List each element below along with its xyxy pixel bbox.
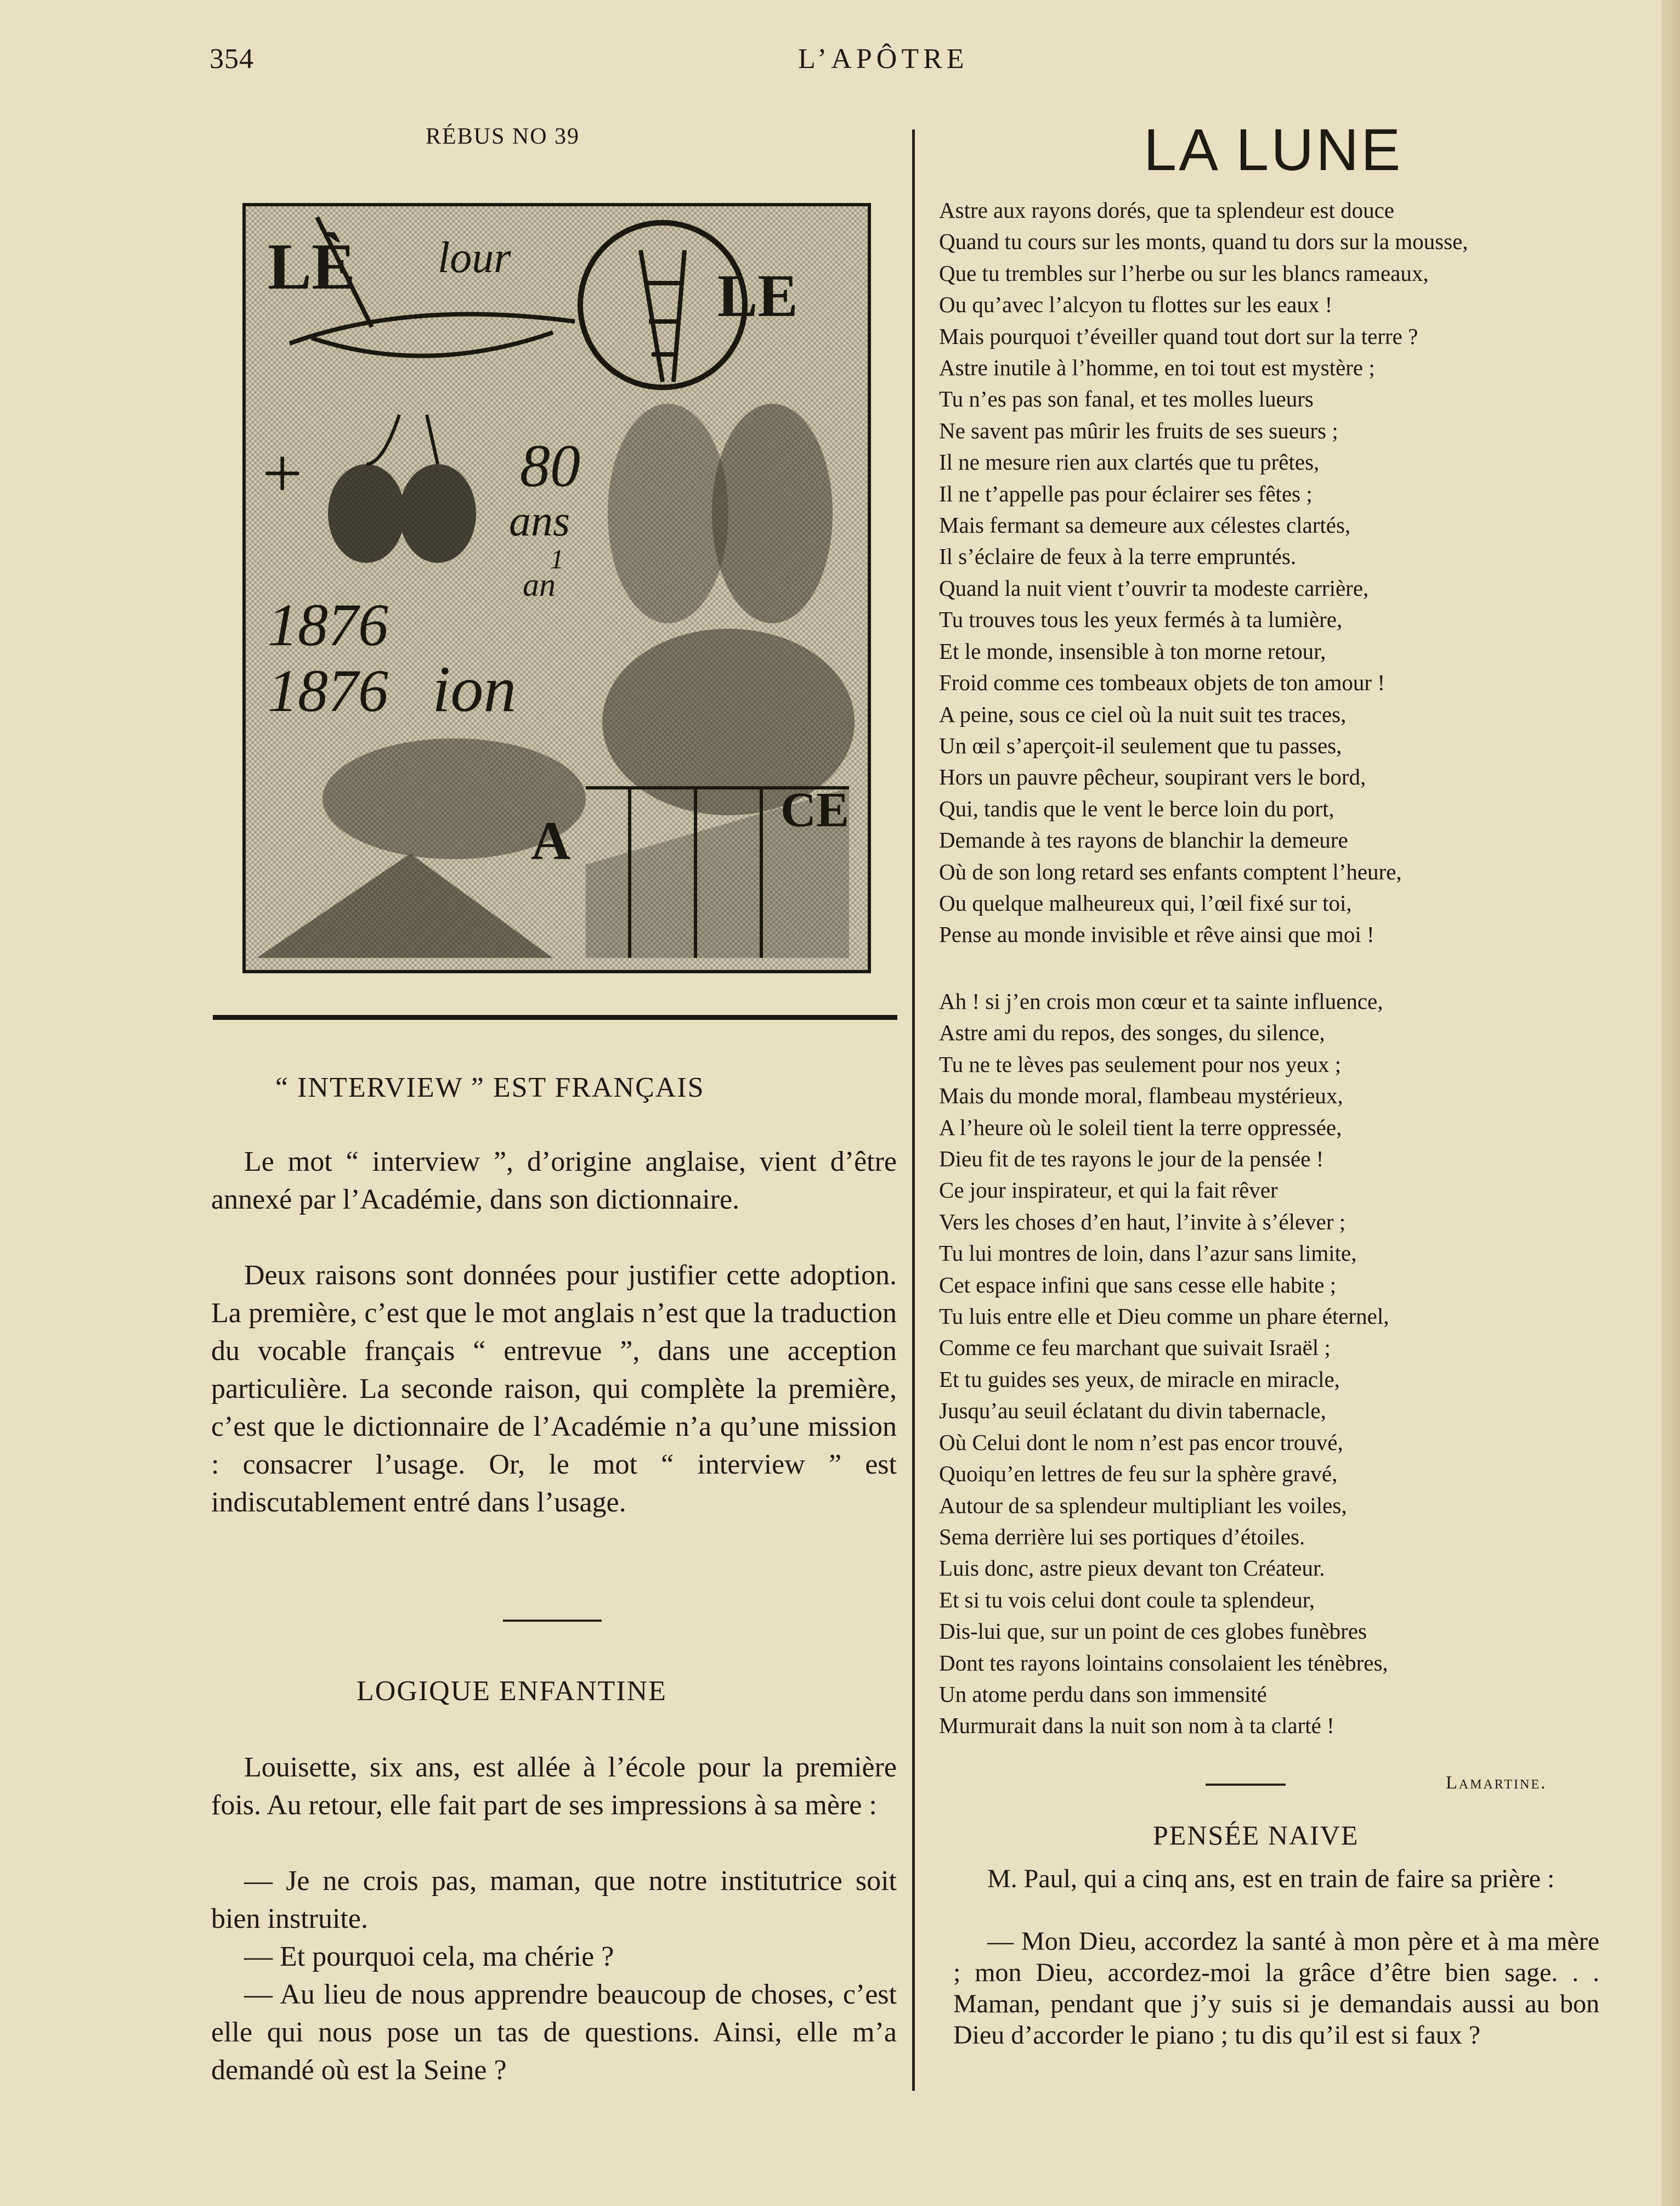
article-title-pensee: PENSÉE NAIVE — [1153, 1820, 1359, 1850]
article-pensee-paragraph-1: M. Paul, qui a cinq ans, est en train de faire sa prière : — [987, 1864, 1555, 1893]
page-number: 354 — [210, 43, 254, 75]
poem-line: Ne savent pas mûrir les fruits de ses sueurs ; — [939, 417, 1338, 443]
poem-line: Tu trouves tous les yeux fermés à ta lumière, — [939, 607, 1343, 633]
poem-line: Quand tu cours sur les monts, quand tu dors sur la mousse, — [939, 229, 1468, 255]
rebus-onion-1 — [328, 464, 405, 563]
author-rule — [1206, 1784, 1286, 1786]
poem-line: Dis-lui que, sur un point de ces globes funèbres — [939, 1618, 1367, 1644]
poem-line: Luis donc, astre pieux devant ton Créateur. — [939, 1555, 1325, 1581]
rebus-a: A — [531, 810, 571, 871]
article-title-logique: LOGIQUE ENFANTINE — [357, 1675, 667, 1707]
poem-line: Ce jour inspirateur, et qui la fait rêver — [939, 1177, 1278, 1203]
page-edge — [1661, 0, 1680, 2206]
poem-line: Sema derrière lui ses portiques d’étoiles. — [939, 1524, 1305, 1549]
article-logique-paragraph-3: — Et pourquoi cela, ma chérie ? — [244, 1941, 614, 1972]
poem-author: Lamartine. — [1446, 1773, 1547, 1793]
poem-line: Où Celui dont le nom n’est pas encor trouvé, — [939, 1429, 1343, 1455]
article-pensee-paragraph-2: — Mon Dieu, accordez la santé à mon père et à ma mère ; mon Dieu, accordez-moi la grâce d’être bien sage. . . Maman, pendant que j’y suis si je demandais aussi au bon Dieu d’accorder le piano ; tu dis qu’il est si faux ? — [953, 1927, 1599, 2050]
poem-line: Dont tes rayons lointains consolaient les ténèbres, — [939, 1650, 1388, 1675]
poem-line: Où de son long retard ses enfants comptent l’heure, — [939, 859, 1402, 884]
poem-line: Astre ami du repos, des songes, du silence, — [939, 1020, 1325, 1046]
poem-line: Ou qu’avec l’alcyon tu flottes sur les eaux ! — [939, 292, 1333, 318]
rebus-ce: CE — [780, 783, 850, 837]
poem-line: Astre aux rayons dorés, que ta splendeur est douce — [939, 198, 1394, 223]
rebus-onion-2 — [399, 464, 476, 563]
poem-line: Et si tu vois celui dont coule ta splendeur, — [939, 1587, 1315, 1612]
poem-line: Demande à tes rayons de blanchir la demeure — [939, 827, 1348, 853]
column-divider — [912, 129, 915, 2091]
poem-line: Tu lui montres de loin, dans l’azur sans limite, — [939, 1240, 1357, 1266]
poem-line: Et tu guides ses yeux, de miracle en miracle, — [939, 1366, 1340, 1392]
poem-line: Il s’éclaire de feux à la terre empruntés. — [939, 544, 1297, 569]
rebus-le-1: LÈ — [268, 230, 356, 303]
article-logique-paragraph-4: — Au lieu de nous apprendre beaucoup de choses, c’est elle qui nous pose un tas de questions. Ainsi, elle m’a demandé où est la Seine ? — [211, 1979, 897, 2086]
poem-line: A l’heure où le soleil tient la terre oppressée, — [939, 1114, 1342, 1140]
rebus-le-2: LE — [717, 262, 798, 329]
poem-line: Hors un pauvre pêcheur, soupirant vers le bord, — [939, 764, 1366, 790]
poem-line: Il ne t’appelle pas pour éclairer ses fêtes ; — [939, 481, 1313, 506]
poem-line: A peine, sous ce ciel où la nuit suit tes traces, — [939, 701, 1347, 727]
poem-stanza-2 — [939, 986, 1630, 1742]
rebus-small-word: lour — [438, 234, 511, 282]
rebus-cloud — [323, 738, 586, 859]
poem-line: Astre inutile à l’homme, en toi tout est mystère ; — [939, 355, 1375, 381]
poem-line: Cet espace infini que sans cesse elle habite ; — [939, 1272, 1337, 1297]
rebus-an: an — [523, 567, 556, 603]
running-title: L’APÔTRE — [798, 43, 969, 75]
rebus-drawing — [246, 206, 861, 963]
rebus-year-2: 1876 — [268, 657, 388, 724]
poem-line: Un œil s’aperçoit-il seulement que tu passes, — [939, 732, 1342, 758]
poem-line: Mais fermant sa demeure aux célestes clartés, — [939, 512, 1351, 538]
rebus-illustration — [242, 203, 871, 973]
article-title-interview: “ INTERVIEW ” EST FRANÇAIS — [275, 1072, 705, 1103]
poem-line: Et le monde, insensible à ton morne retour, — [939, 638, 1326, 664]
poem-line: Murmurait dans la nuit son nom à ta clarté ! — [939, 1713, 1334, 1739]
poem-line: Tu luis entre elle et Dieu comme un phare éternel, — [939, 1304, 1389, 1329]
poem-line: Qui, tandis que le vent le berce loin du port, — [939, 795, 1334, 821]
rebus-bag — [712, 404, 833, 623]
section-rule — [213, 1015, 897, 1020]
poem-line: Mais du monde moral, flambeau mystérieux, — [939, 1083, 1343, 1109]
rebus-heading: RÉBUS NO 39 — [426, 124, 580, 149]
poem-line: Mais pourquoi t’éveiller quand tout dort sur la terre ? — [939, 323, 1418, 349]
poem-line: Ah ! si j’en crois mon cœur et ta sainte influence, — [939, 989, 1383, 1014]
poem-line: Ou quelque malheureux qui, l’œil fixé sur toi, — [939, 890, 1352, 916]
poem-line: Comme ce feu marchant que suivait Israël ; — [939, 1335, 1331, 1361]
poem-line: Pense au monde invisible et rêve ainsi que moi ! — [939, 922, 1374, 947]
poem-line: Vers les choses d’en haut, l’invite à s’élever ; — [939, 1209, 1346, 1234]
poem-stanza-1 — [939, 195, 1630, 951]
poem-line: Jusqu’au seuil éclatant du divin tabernacle, — [939, 1398, 1326, 1424]
section-separator — [503, 1620, 602, 1622]
article-logique-paragraph-2: — Je ne crois pas, maman, que notre institutrice soit bien instruite. — [211, 1865, 897, 1934]
article-interview-paragraph-1: Le mot “ interview ”, d’origine anglaise, vient d’être annexé par l’Académie, dans son dictionnaire. — [211, 1146, 897, 1215]
poem-title: LA LUNE — [1144, 116, 1403, 183]
poem-line: Quand la nuit vient t’ouvrir ta modeste carrière, — [939, 575, 1369, 601]
rebus-mountain — [257, 854, 553, 958]
rebus-year-1: 1876 — [268, 591, 388, 658]
article-logique-paragraph-1: Louisette, six ans, est allée à l’école pour la première fois. Au retour, elle fait part de ses impressions à sa mère : — [211, 1752, 897, 1821]
poem-line: Autour de sa splendeur multipliant les voiles, — [939, 1492, 1347, 1518]
poem-line: Que tu trembles sur l’herbe ou sur les blancs rameaux, — [939, 260, 1429, 286]
poem-line: Tu n’es pas son fanal, et tes molles lueurs — [939, 386, 1314, 412]
poem-line: Un atome perdu dans son immensité — [939, 1681, 1267, 1707]
rebus-plus: + — [262, 434, 303, 513]
rebus-ion: ion — [432, 652, 517, 725]
rebus-80: 80 — [520, 432, 580, 499]
poem-line: Froid comme ces tombeaux objets de ton amour ! — [939, 670, 1385, 696]
rebus-one: 1 — [550, 544, 564, 574]
poem-line: Dieu fit de tes rayons le jour de la pensée ! — [939, 1146, 1324, 1172]
poem-line: Tu ne te lèves pas seulement pour nos yeux ; — [939, 1051, 1341, 1077]
article-interview-paragraph-2: Deux raisons sont données pour justifier cette adoption. La première, c’est que le mot anglais n’est que la traduction du vocable français “ entrevue ”, dans une acception particulière. La seconde raison, qui complète la première, c’est que le dictionnaire de l’Académie n’a qu’une mission : consacrer l’usage. Or, le mot “ interview ” est indiscutablement entré dans l’usage. — [211, 1260, 897, 1518]
poem-line: Il ne mesure rien aux clartés que tu prêtes, — [939, 449, 1320, 475]
rebus-ans: ans — [509, 497, 570, 545]
rebus-jar — [608, 404, 728, 623]
poem-line: Quoiqu’en lettres de feu sur la sphère gravé, — [939, 1461, 1338, 1487]
